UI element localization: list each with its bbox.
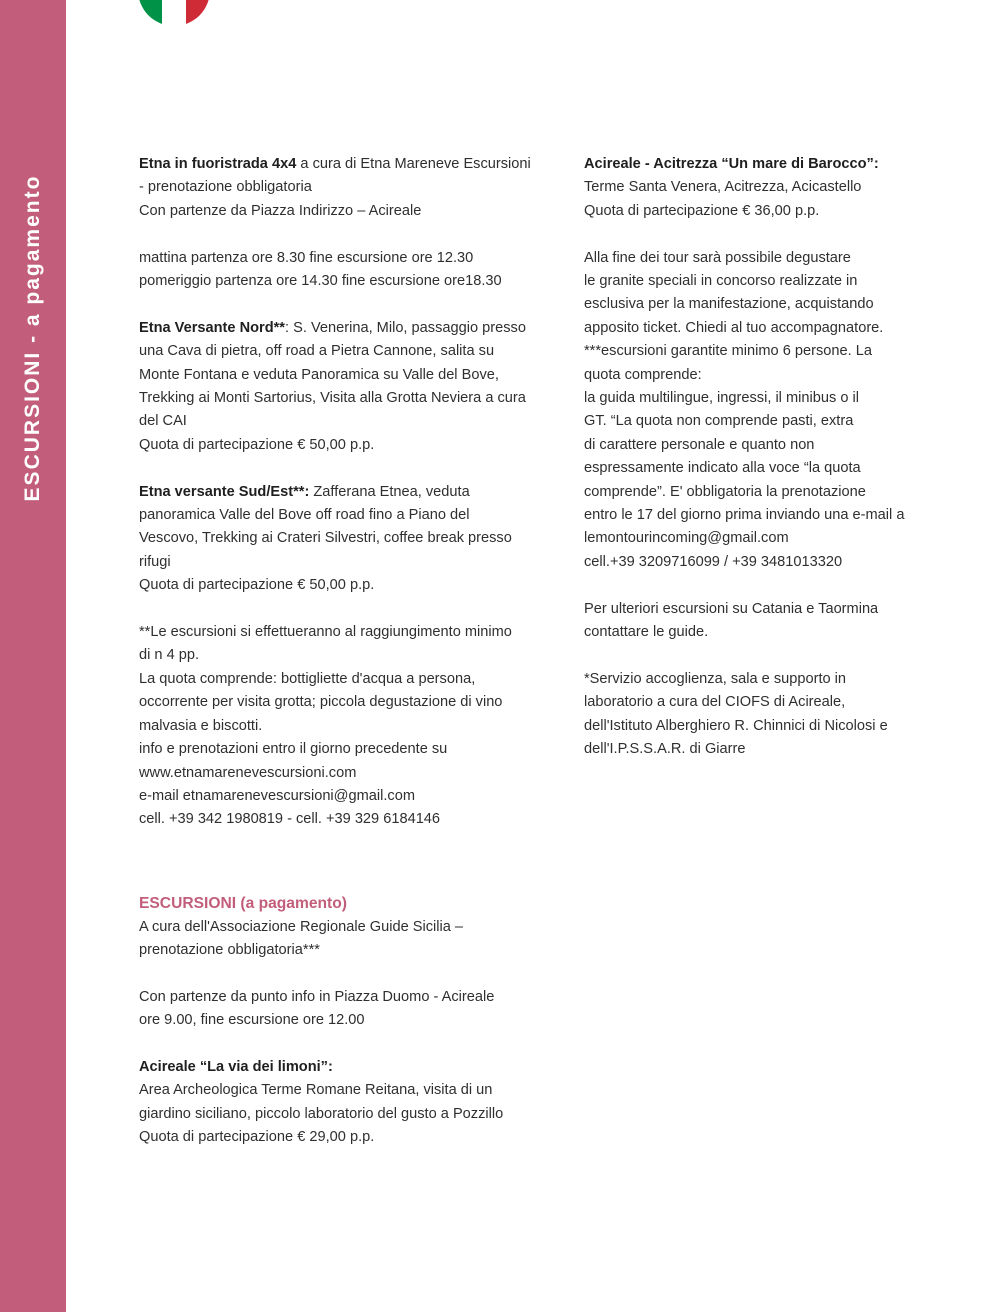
barocco-title: Acireale - Acitrezza “Un mare di Barocco”: <box>584 156 879 172</box>
limoni-paragraph: Acireale “La via dei limoni”: Area Archeologica Terme Romane Reitana, visita di un giardino siciliano, piccolo laboratorio del gusto a Pozzillo Quota di partecipazione € 29,00 p.p. <box>139 1056 564 1150</box>
departure-paragraph: Con partenze da punto info in Piazza Duomo - Acireale ore 9.00, fine escursione ore 12.00 <box>139 988 495 1029</box>
escursioni-section: ESCURSIONI (a pagamento) A cura dell'Associazione Regionale Guide Sicilia – prenotazione obbligatoria*** <box>139 892 564 962</box>
etna-4x4-paragraph: Etna in fuoristrada 4x4 a cura di Etna Mareneve Escursioni - prenotazione obbligatoria Con partenze da Piazza Indirizzo – Acireale <box>139 156 531 219</box>
right-column <box>584 153 964 785</box>
contact-phones: cell.+39 3209716099 / +39 3481013320 <box>584 553 843 570</box>
schedule-paragraph: mattina partenza ore 8.30 fine escursione ore 12.30 pomeriggio partenza ore 14.30 fine escursione ore18.30 <box>139 249 502 290</box>
tour-info-paragraph: Alla fine dei tour sarà possibile degustare le granite speciali in concorso realizzate in esclusiva per la manifestazione, acquistando apposito ticket. Chiedi al tuo accompagnatore. ***escursioni garantite minimo 6 persone. La quota comprende: la guida multilingue, ingressi, il minibus o il GT. “La quota non comprende pasti, extra di carattere personale e quanto non espressamente indicato alla voce “la quota comprende”. E' obbligatoria la prenotazione entro le 17 del giorno prima inviando una e-mail a lemontourincoming@gmail.com cell.+39 3209716099 / +39 3481013320 <box>584 247 964 575</box>
sidebar-label: ESCURSIONI - a pagamento <box>21 174 44 502</box>
phone-numbers: cell. +39 342 1980819 - cell. +39 329 6184146 <box>139 811 441 828</box>
email-link[interactable]: e-mail etnamarenevescursioni@gmail.com <box>139 787 415 804</box>
website-link[interactable]: www.etnamarenevescursioni.com <box>139 764 357 781</box>
sidebar-band <box>0 0 66 1312</box>
section-title: ESCURSIONI (a pagamento) <box>139 895 347 913</box>
contact-email-link[interactable]: lemontourincoming@gmail.com <box>584 530 789 547</box>
etna-4x4-title: Etna in fuoristrada 4x4 <box>139 156 297 172</box>
etna-sudest-paragraph: Etna versante Sud/Est**: Zafferana Etnea, veduta panoramica Valle del Bove off road fino a Piano del Vescovo, Trekking ai Crateri Silvestri, coffee break presso rifugi Quota di partecipazione € 50,00 p.p. <box>139 483 512 594</box>
further-excursions-paragraph: Per ulteriori escursioni su Catania e Taormina contattare le guide. <box>584 600 879 641</box>
service-paragraph: *Servizio accoglienza, sala e supporto in laboratorio a cura del CIOFS di Acireale, dell'Istituto Alberghiero R. Chinnici di Nicolosi e dell'I.P.S.S.A.R. di Giarre <box>584 670 888 758</box>
left-column <box>139 153 564 1173</box>
etna-sudest-title: Etna versante Sud/Est**: <box>139 483 310 500</box>
limoni-title: Acireale “La via dei limoni”: <box>139 1058 333 1075</box>
etna-nord-title: Etna Versante Nord** <box>139 319 285 336</box>
barocco-paragraph: Acireale - Acitrezza “Un mare di Barocco”: Terme Santa Venera, Acitrezza, Acicastello Quota di partecipazione € 36,00 p.p. <box>584 153 964 223</box>
italian-flag-icon <box>138 0 210 26</box>
notes-paragraph: **Le escursioni si effettueranno al raggiungimento minimo di n 4 pp. La quota comprende: bottigliette d'acqua a persona, occorrente per visita grotta; piccola degustazione di vino malvasia e biscotti. info e prenotazioni entro il giorno precedente su www.etnamarenevescursioni.com e-mail etnamarenevescursioni@gmail.com cell. +39 342 1980819 - cell. +39 329 6184146 <box>139 621 564 832</box>
etna-nord-paragraph: Etna Versante Nord**: S. Venerina, Milo, passaggio presso una Cava di pietra, off road a Pietra Cannone, salita su Monte Fontana e veduta Panoramica su Valle del Bove, Trekking ai Monti Sartorius, Visita alla Grotta Neviera a cura del CAI Quota di partecipazione € 50,00 p.p. <box>139 319 526 453</box>
